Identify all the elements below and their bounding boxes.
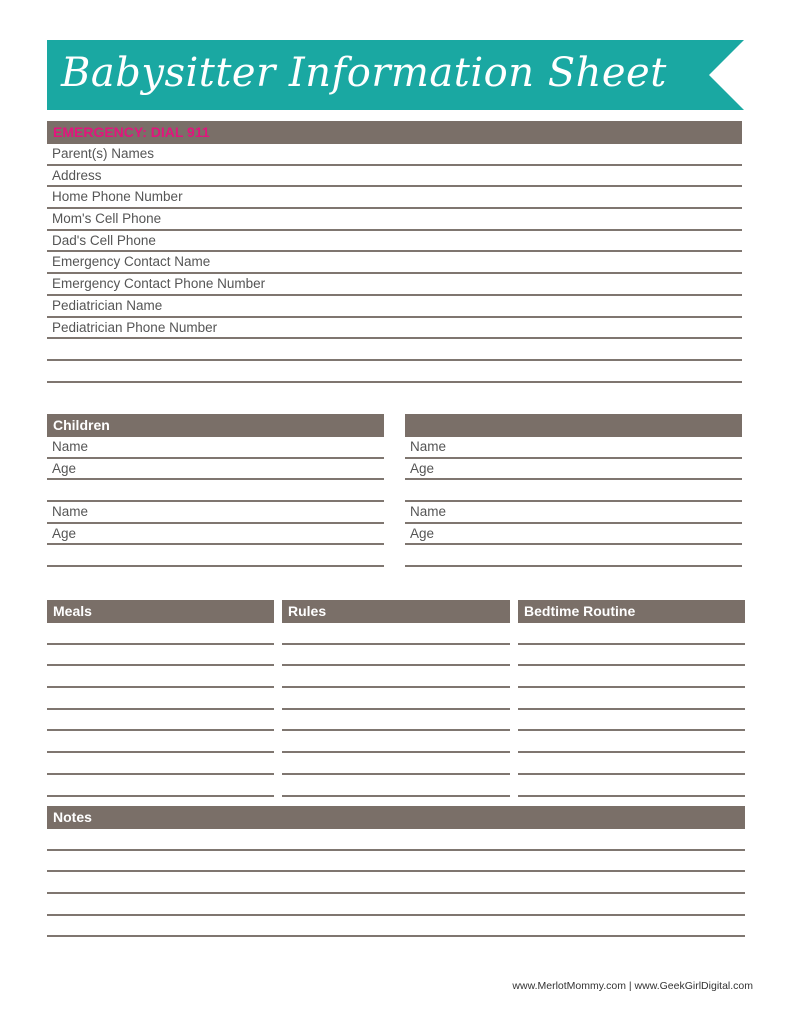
notes-blank-line[interactable] — [47, 872, 745, 894]
emergency-blank-line[interactable] — [47, 339, 742, 361]
emergency-field-line[interactable] — [47, 231, 742, 253]
emergency-header: EMERGENCY: DIAL 911 — [47, 121, 742, 144]
bedtime-routine-blank-line[interactable] — [518, 688, 745, 710]
child-right-field-line[interactable] — [405, 502, 742, 524]
child-right-blank-line[interactable] — [405, 545, 742, 567]
meals-blank-line[interactable] — [47, 731, 274, 753]
rules-blank-line[interactable] — [282, 623, 510, 645]
child-right-blank-line[interactable] — [405, 480, 742, 502]
child-left-field-label: Name — [52, 439, 89, 454]
rules-blank-line[interactable] — [282, 731, 510, 753]
notes-blank-line[interactable] — [47, 916, 745, 938]
bedtime-routine-blank-line[interactable] — [518, 645, 745, 667]
emergency-field-line[interactable] — [47, 144, 742, 166]
emergency-field-label: Pediatrician Phone Number — [52, 319, 218, 335]
meals-section — [47, 600, 274, 797]
notes-blank-line[interactable] — [47, 894, 745, 916]
meals-blank-line[interactable] — [47, 688, 274, 710]
bedtime-routine-blank-line[interactable] — [518, 775, 745, 797]
bedtime-routine-blank-line[interactable] — [518, 710, 745, 732]
meals-blank-line[interactable] — [47, 710, 274, 732]
meals-blank-line[interactable] — [47, 753, 274, 775]
bedtime-routine-blank-line[interactable] — [518, 731, 745, 753]
children-header: Children — [47, 414, 384, 437]
rules-section — [282, 600, 510, 797]
meals-lines — [47, 623, 274, 797]
bedtime-routine-blank-line[interactable] — [518, 666, 745, 688]
meals-blank-line[interactable] — [47, 645, 274, 667]
rules-header: Rules — [282, 600, 510, 623]
emergency-field-line[interactable] — [47, 166, 742, 188]
child-left-field-line[interactable] — [47, 459, 384, 481]
child-left-field-line[interactable] — [47, 437, 384, 459]
notes-section — [47, 806, 745, 937]
children-section-right — [405, 414, 742, 567]
meals-blank-line[interactable] — [47, 775, 274, 797]
meals-header: Meals — [47, 600, 274, 623]
emergency-fields — [47, 144, 742, 383]
emergency-field-label: Home Phone Number — [52, 189, 183, 205]
child-right-field-line[interactable] — [405, 524, 742, 546]
emergency-field-line[interactable] — [47, 318, 742, 340]
emergency-field-label: Emergency Contact Name — [52, 254, 211, 270]
page-title: Babysitter Information Sheet — [61, 50, 667, 96]
child-right-field-label: Name — [410, 504, 447, 520]
rules-blank-line[interactable] — [282, 753, 510, 775]
emergency-field-line[interactable] — [47, 252, 742, 274]
notes-blank-line[interactable] — [47, 851, 745, 873]
emergency-field-label: Dad's Cell Phone — [52, 232, 156, 248]
emergency-field-label: Parent(s) Names — [52, 146, 155, 161]
children-section-left — [47, 414, 384, 567]
emergency-field-line[interactable] — [47, 274, 742, 296]
emergency-field-label: Emergency Contact Phone Number — [52, 276, 266, 292]
meals-blank-line[interactable] — [47, 666, 274, 688]
bedtime-routine-section — [518, 600, 745, 797]
bedtime-routine-lines — [518, 623, 745, 797]
emergency-field-label: Pediatrician Name — [52, 297, 163, 313]
child-left-blank-line[interactable] — [47, 545, 384, 567]
children-left-fields — [47, 437, 384, 567]
emergency-field-line[interactable] — [47, 187, 742, 209]
child-left-field-label: Age — [52, 525, 77, 541]
child-right-field-label: Age — [410, 460, 435, 476]
emergency-field-label: Address — [52, 167, 102, 183]
rules-blank-line[interactable] — [282, 666, 510, 688]
child-right-field-line[interactable] — [405, 437, 742, 459]
child-left-field-line[interactable] — [47, 524, 384, 546]
children-right-fields — [405, 437, 742, 567]
notes-blank-line[interactable] — [47, 829, 745, 851]
bedtime-routine-blank-line[interactable] — [518, 623, 745, 645]
emergency-field-line[interactable] — [47, 296, 742, 318]
rules-blank-line[interactable] — [282, 688, 510, 710]
rules-lines — [282, 623, 510, 797]
footer-credits: www.MerlotMommy.com | www.GeekGirlDigital.com — [512, 980, 753, 992]
child-left-field-label: Age — [52, 460, 77, 476]
rules-blank-line[interactable] — [282, 775, 510, 797]
child-left-blank-line[interactable] — [47, 480, 384, 502]
child-right-field-label: Name — [410, 439, 447, 454]
child-right-field-line[interactable] — [405, 459, 742, 481]
bedtime-routine-header: Bedtime Routine — [518, 600, 745, 623]
notes-header: Notes — [47, 806, 745, 829]
child-left-field-line[interactable] — [47, 502, 384, 524]
emergency-field-line[interactable] — [47, 209, 742, 231]
meals-blank-line[interactable] — [47, 623, 274, 645]
rules-blank-line[interactable] — [282, 710, 510, 732]
child-right-field-label: Age — [410, 525, 435, 541]
children-right-header — [405, 414, 742, 437]
notes-lines — [47, 829, 745, 937]
emergency-field-label: Mom's Cell Phone — [52, 211, 162, 227]
child-left-field-label: Name — [52, 504, 89, 520]
emergency-section — [47, 121, 742, 383]
bedtime-routine-blank-line[interactable] — [518, 753, 745, 775]
title-banner — [47, 40, 744, 110]
emergency-blank-line[interactable] — [47, 361, 742, 383]
rules-blank-line[interactable] — [282, 645, 510, 667]
